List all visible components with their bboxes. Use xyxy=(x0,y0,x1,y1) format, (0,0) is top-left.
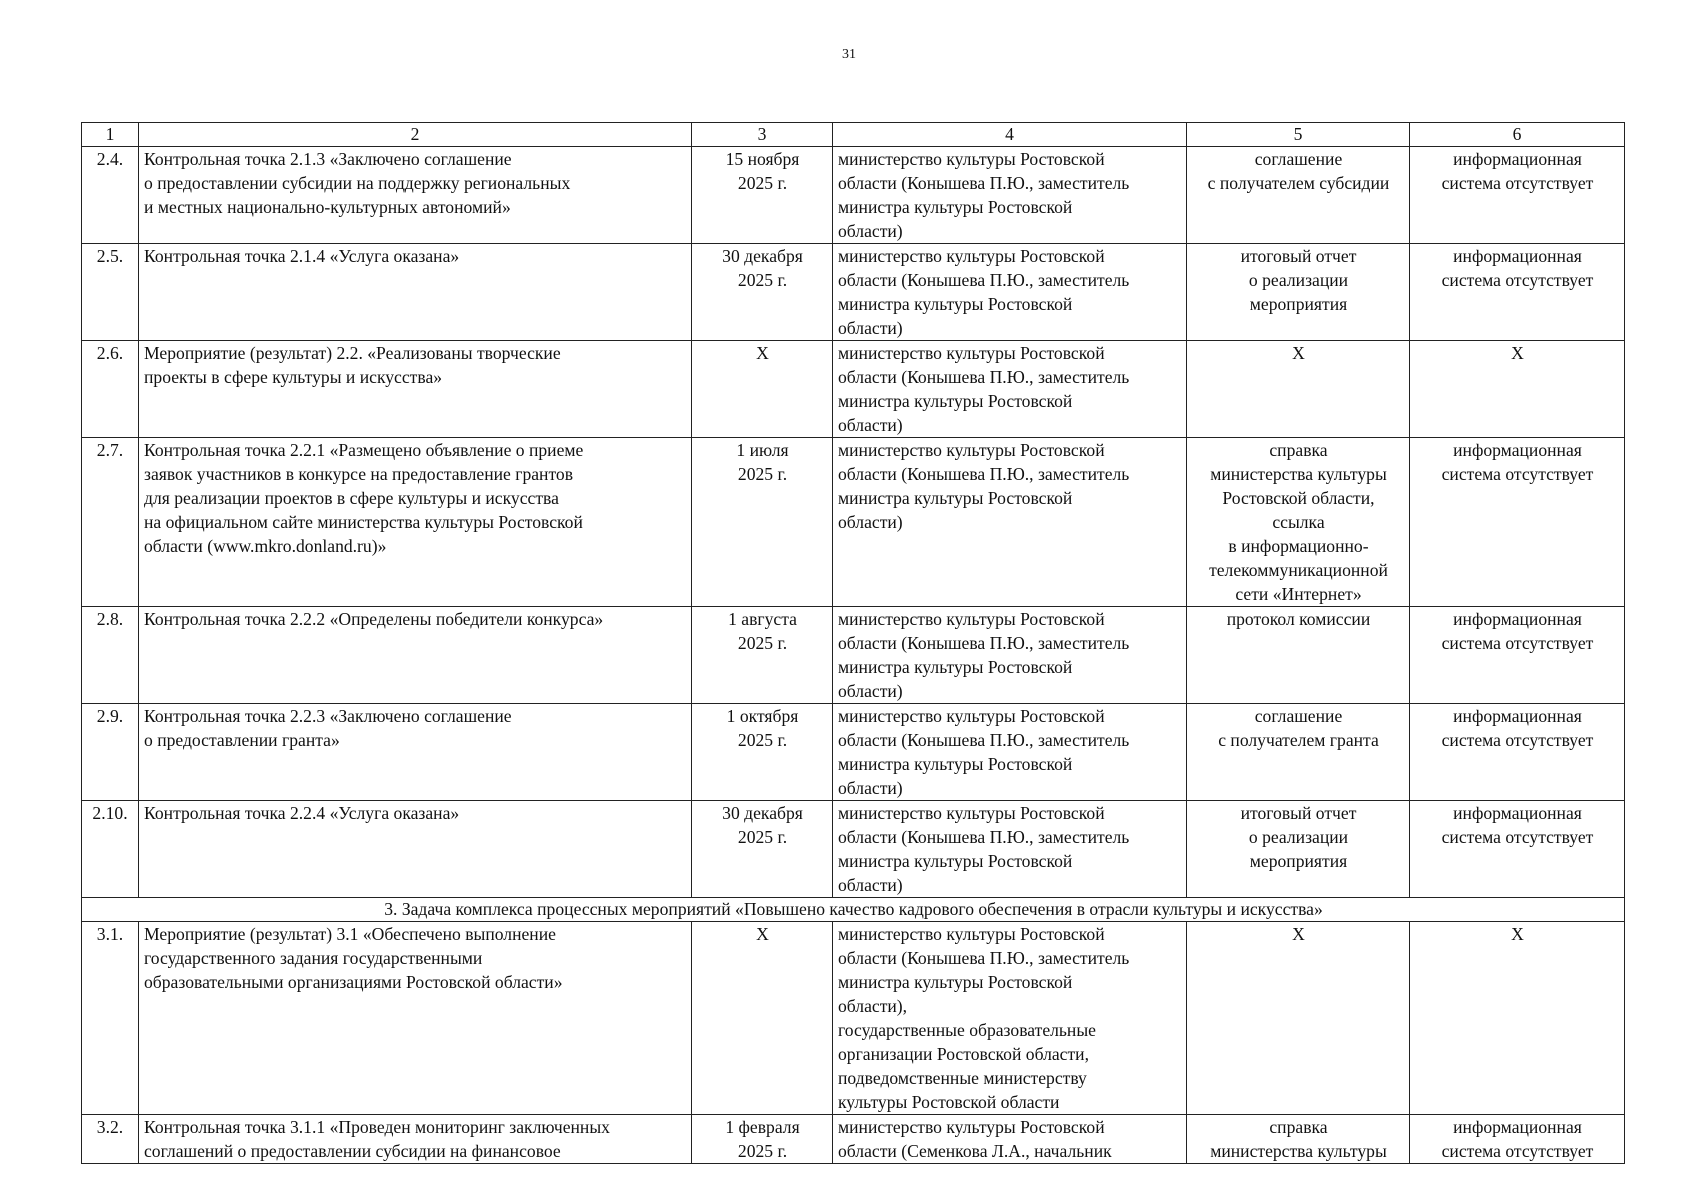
row-info-system: Х xyxy=(1410,922,1625,1115)
page-number: 31 xyxy=(842,47,856,62)
row-info-system: информационная система отсутствует xyxy=(1410,438,1625,607)
row-number: 3.2. xyxy=(82,1115,139,1164)
row-document: итоговый отчет о реализации мероприятия xyxy=(1187,244,1410,341)
column-header: 2 xyxy=(139,123,692,147)
row-responsible: министерство культуры Ростовской области (Конышева П.Ю., заместитель министра культуры Ростовской области) xyxy=(833,244,1187,341)
row-date: 1 июля 2025 г. xyxy=(692,438,833,607)
row-number: 3.1. xyxy=(82,922,139,1115)
row-name: Мероприятие (результат) 3.1 «Обеспечено выполнение государственного задания государственными образовательными организациями Ростовской области» xyxy=(139,922,692,1115)
row-number: 2.10. xyxy=(82,801,139,898)
column-header: 3 xyxy=(692,123,833,147)
row-document: соглашение с получателем гранта xyxy=(1187,704,1410,801)
row-number: 2.5. xyxy=(82,244,139,341)
row-number: 2.4. xyxy=(82,147,139,244)
row-info-system: информационная система отсутствует xyxy=(1410,704,1625,801)
row-info-system: информационная система отсутствует xyxy=(1410,147,1625,244)
row-date: Х xyxy=(692,922,833,1115)
section-title: 3. Задача комплекса процессных мероприятий «Повышено качество кадрового обеспечения в отрасли культуры и искусства» xyxy=(82,898,1625,922)
column-number-header-row xyxy=(82,123,1625,147)
column-header: 5 xyxy=(1187,123,1410,147)
row-name: Контрольная точка 2.1.3 «Заключено соглашение о предоставлении субсидии на поддержку региональных и местных национально-культурных автономий» xyxy=(139,147,692,244)
row-document: справка министерства культуры xyxy=(1187,1115,1410,1164)
row-number: 2.7. xyxy=(82,438,139,607)
table-row xyxy=(82,704,1625,801)
row-date: 30 декабря 2025 г. xyxy=(692,244,833,341)
table-row xyxy=(82,607,1625,704)
row-info-system: информационная система отсутствует xyxy=(1410,1115,1625,1164)
row-name: Мероприятие (результат) 2.2. «Реализованы творческие проекты в сфере культуры и искусства» xyxy=(139,341,692,438)
row-date: 1 августа 2025 г. xyxy=(692,607,833,704)
row-name: Контрольная точка 2.2.1 «Размещено объявление о приеме заявок участников в конкурсе на предоставление грантов для реализации проектов в сфере культуры и искусства на официальном сайте министерства культуры Ростовской области (www.mkro.donland.ru)» xyxy=(139,438,692,607)
row-responsible: министерство культуры Ростовской области (Семенкова Л.А., начальник xyxy=(833,1115,1187,1164)
row-name: Контрольная точка 3.1.1 «Проведен мониторинг заключенных соглашений о предоставлении субсидии на финансовое xyxy=(139,1115,692,1164)
row-date: Х xyxy=(692,341,833,438)
row-document: итоговый отчет о реализации мероприятия xyxy=(1187,801,1410,898)
row-info-system: информационная система отсутствует xyxy=(1410,607,1625,704)
row-number: 2.6. xyxy=(82,341,139,438)
column-header: 1 xyxy=(82,123,139,147)
row-responsible: министерство культуры Ростовской области (Конышева П.Ю., заместитель министра культуры Ростовской области) xyxy=(833,341,1187,438)
table-row xyxy=(82,1115,1625,1164)
control-points-table xyxy=(81,122,1625,1164)
row-document: соглашение с получателем субсидии xyxy=(1187,147,1410,244)
row-info-system: Х xyxy=(1410,341,1625,438)
table-row xyxy=(82,801,1625,898)
row-number: 2.9. xyxy=(82,704,139,801)
table-row xyxy=(82,438,1625,607)
row-responsible: министерство культуры Ростовской области (Конышева П.Ю., заместитель министра культуры Ростовской области) xyxy=(833,704,1187,801)
row-responsible: министерство культуры Ростовской области (Конышева П.Ю., заместитель министра культуры Ростовской области) xyxy=(833,438,1187,607)
row-responsible: министерство культуры Ростовской области (Конышева П.Ю., заместитель министра культуры Ростовской области) xyxy=(833,147,1187,244)
row-document: Х xyxy=(1187,922,1410,1115)
row-responsible: министерство культуры Ростовской области (Конышева П.Ю., заместитель министра культуры Ростовской области) xyxy=(833,801,1187,898)
row-responsible: министерство культуры Ростовской области (Конышева П.Ю., заместитель министра культуры Ростовской области) xyxy=(833,607,1187,704)
row-name: Контрольная точка 2.2.4 «Услуга оказана» xyxy=(139,801,692,898)
row-number: 2.8. xyxy=(82,607,139,704)
table-row xyxy=(82,341,1625,438)
row-info-system: информационная система отсутствует xyxy=(1410,801,1625,898)
row-document: справка министерства культуры Ростовской области, ссылка в информационно- телекоммуникационной сети «Интернет» xyxy=(1187,438,1410,607)
row-responsible: министерство культуры Ростовской области (Конышева П.Ю., заместитель министра культуры Ростовской области), государственные образовательные организации Ростовской области, подведомственные министерству культуры Ростовской области xyxy=(833,922,1187,1115)
row-document: Х xyxy=(1187,341,1410,438)
section-row xyxy=(82,898,1625,922)
row-info-system: информационная система отсутствует xyxy=(1410,244,1625,341)
row-name: Контрольная точка 2.1.4 «Услуга оказана» xyxy=(139,244,692,341)
column-header: 4 xyxy=(833,123,1187,147)
row-date: 1 октября 2025 г. xyxy=(692,704,833,801)
row-name: Контрольная точка 2.2.3 «Заключено соглашение о предоставлении гранта» xyxy=(139,704,692,801)
table-row xyxy=(82,147,1625,244)
row-document: протокол комиссии xyxy=(1187,607,1410,704)
row-name: Контрольная точка 2.2.2 «Определены победители конкурса» xyxy=(139,607,692,704)
table-row xyxy=(82,922,1625,1115)
row-date: 1 февраля 2025 г. xyxy=(692,1115,833,1164)
table-row xyxy=(82,244,1625,341)
row-date: 15 ноября 2025 г. xyxy=(692,147,833,244)
row-date: 30 декабря 2025 г. xyxy=(692,801,833,898)
column-header: 6 xyxy=(1410,123,1625,147)
